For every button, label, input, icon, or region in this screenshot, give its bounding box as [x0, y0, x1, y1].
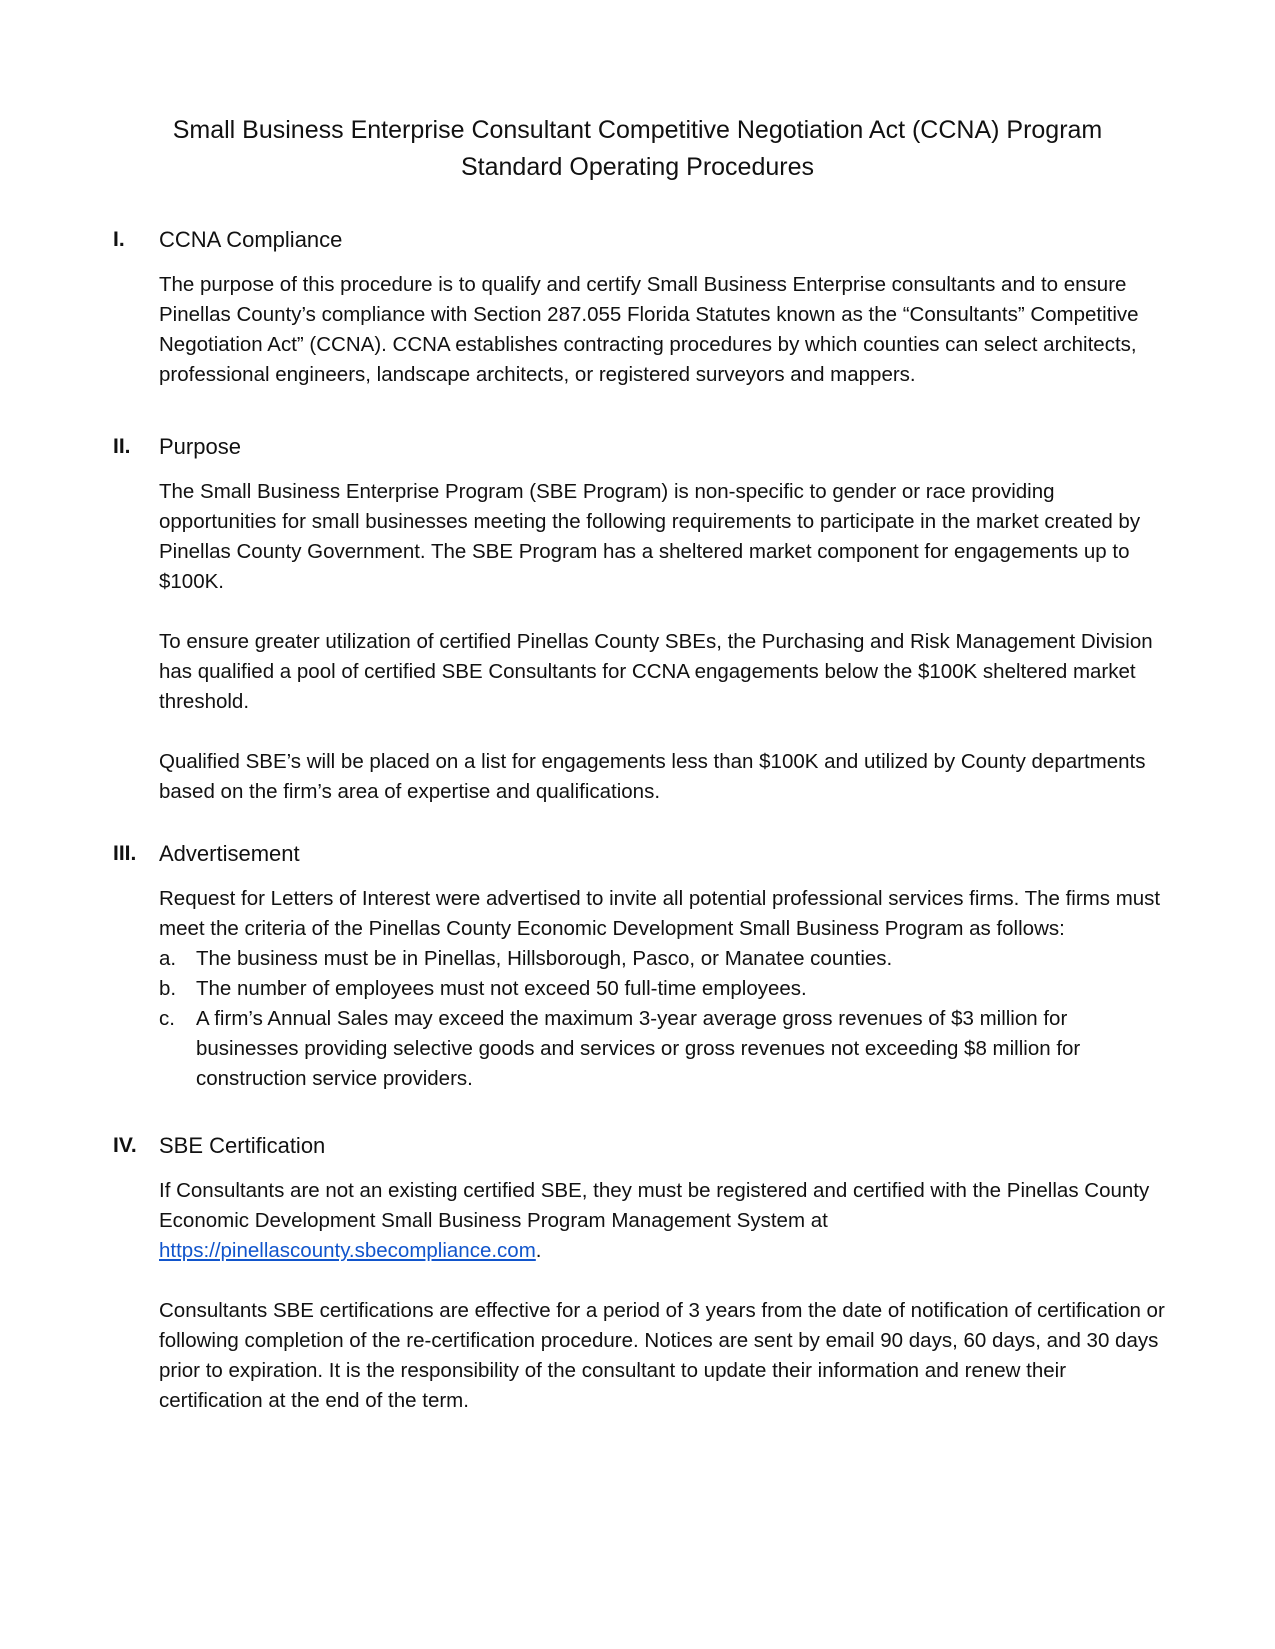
section-title: Purpose	[159, 434, 241, 459]
section-number: III.	[113, 842, 137, 865]
section-heading	[110, 1129, 1170, 1163]
link-suffix: .	[535, 1239, 542, 1262]
document-title-line-1: Small Business Enterprise Consultant Competitive Negotiation Act (CCNA) Program	[172, 116, 1103, 144]
list-item	[159, 944, 1170, 974]
list-item	[159, 974, 1170, 1004]
list-marker: b.	[159, 977, 177, 1000]
list-marker: c.	[159, 1007, 175, 1030]
section-title: Advertisement	[159, 841, 300, 866]
document-title-line-2: Standard Operating Procedures	[461, 153, 814, 181]
list-marker: a.	[159, 947, 177, 970]
section-heading	[110, 430, 1170, 464]
section-paragraph: The Small Business Enterprise Program (SBE Program) is non-specific to gender or race providing opportunities for small businesses meeting the following requirements to participate in the market created by Pinellas County Government. The SBE Program has a sheltered market component for engagements up to $100K.	[159, 480, 1141, 593]
section-purpose	[110, 430, 1170, 807]
document-title	[0, 112, 1275, 186]
paragraph-text: If Consultants are not an existing certified SBE, they must be registered and certified with the Pinellas County Economic Development Small Business Program Management System at	[159, 1179, 1150, 1232]
section-heading	[110, 223, 1170, 257]
sbe-compliance-link[interactable]: https://pinellascounty.sbecompliance.com	[159, 1239, 536, 1262]
section-sbe-certification	[110, 1129, 1170, 1416]
list-item	[159, 1004, 1170, 1094]
section-number: IV.	[113, 1134, 137, 1157]
section-heading	[110, 837, 1170, 871]
section-title: SBE Certification	[159, 1133, 326, 1158]
section-paragraph: The purpose of this procedure is to qualify and certify Small Business Enterprise consultants and to ensure Pinellas County’s compliance with Section 287.055 Florida Statutes known as the “Consultants” Competitive Negotiation Act” (CCNA). CCNA establishes contracting procedures by which counties can select architects, professional engineers, landscape architects, or registered surveyors and mappers.	[159, 273, 1139, 386]
section-number: II.	[113, 435, 131, 458]
section-advertisement	[110, 837, 1170, 1094]
section-paragraph: To ensure greater utilization of certified Pinellas County SBEs, the Purchasing and Risk Management Division has qualified a pool of certified SBE Consultants for CCNA engagements below the $100K sheltered market threshold.	[159, 630, 1153, 713]
section-title: CCNA Compliance	[159, 227, 343, 252]
section-paragraph: Request for Letters of Interest were advertised to invite all potential professional services firms. The firms must meet the criteria of the Pinellas County Economic Development Small Business Program as follows:	[159, 887, 1161, 940]
list-item-text: A firm’s Annual Sales may exceed the maximum 3-year average gross revenues of $3 million for businesses providing selective goods and services or gross revenues not exceeding $8 million for construction service providers.	[196, 1007, 1081, 1090]
section-paragraph	[110, 1176, 1170, 1266]
section-paragraph: Qualified SBE’s will be placed on a list for engagements less than $100K and utilized by County departments based on the firm’s area of expertise and qualifications.	[159, 750, 1146, 803]
section-number: I.	[113, 228, 125, 251]
section-paragraph: Consultants SBE certifications are effective for a period of 3 years from the date of notification of certification or following completion of the re-certification procedure. Notices are sent by email 90 days, 60 days, and 30 days prior to expiration. It is the responsibility of the consultant to update their information and renew their certification at the end of the term.	[159, 1299, 1165, 1412]
criteria-list	[110, 944, 1170, 1094]
list-item-text: The number of employees must not exceed 50 full-time employees.	[196, 977, 807, 1000]
list-item-text: The business must be in Pinellas, Hillsborough, Pasco, or Manatee counties.	[196, 947, 893, 970]
section-ccna-compliance	[110, 223, 1170, 390]
